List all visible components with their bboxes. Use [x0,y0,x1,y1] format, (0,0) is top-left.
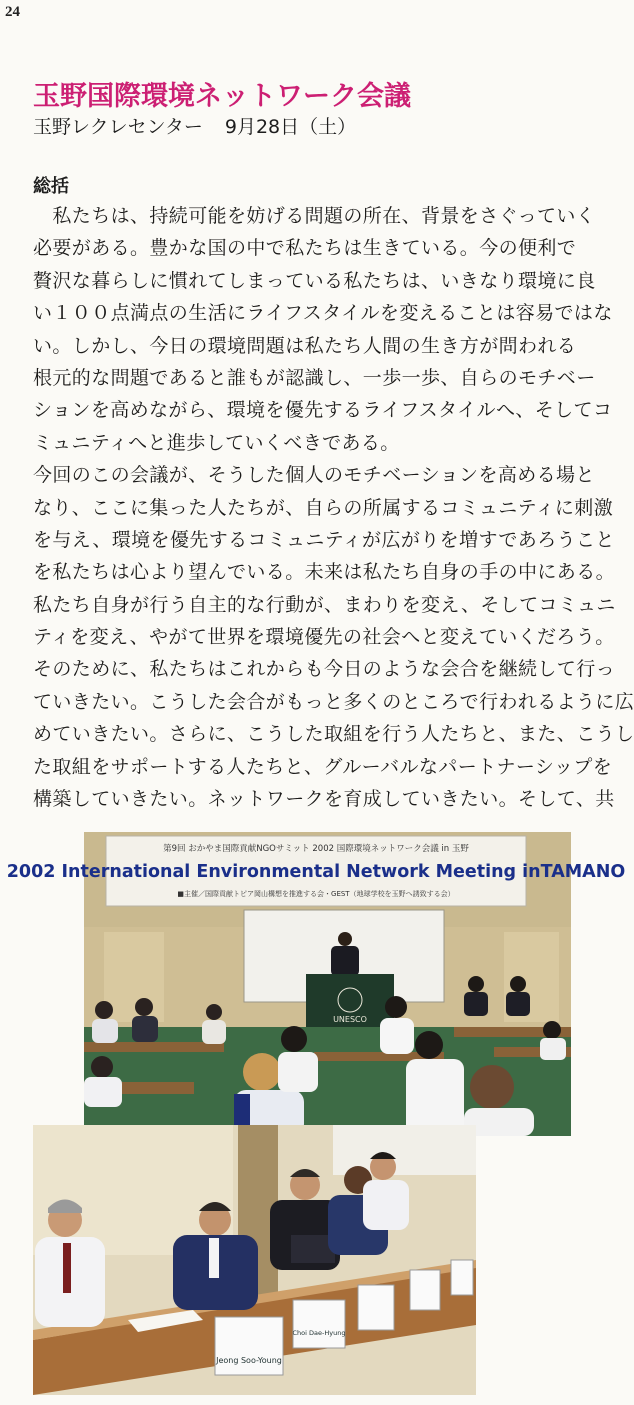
event-date: 9月28日（土） [224,116,357,138]
page-number: 24 [5,4,20,20]
body-line: 構築していきたい。ネットワークを育成していきたい。そして、共 [33,788,615,811]
conference-hall-photo [6,832,626,1136]
nameplate-1: Jeong Soo-Young [216,1356,282,1365]
banner-line3: ■主催／国際貢献トピア岡山構想を推進する会・GEST（地球学校を玉野へ誘致する会） [177,890,455,898]
podium-label: UNESCO [333,1015,367,1024]
body-line: を私たちは心より望んでいる。未来は私たち自身の手の中にある。 [33,561,616,584]
body-line: を与え、環境を優先するコミュニティが広がりを増すであろうこと [33,528,615,551]
body-line: ティを変え、やがて世界を環境優先の社会へと変えていくだろう。 [33,626,615,649]
body-line: 今回のこの会議が、そうした個人のモチベーションを高める場と [33,464,595,487]
body-line: い１００点満点の生活にライフスタイルを変えることは容易ではな [33,302,613,325]
page-title: 玉野国際環境ネットワーク会議 [33,81,411,112]
banner-line2: 2002 International Environmental Network Meeting inTAMANO [6,862,626,882]
panel-discussion-photo [33,1125,476,1395]
section-heading: 総括 [33,176,69,197]
body-line: めていきたい。さらに、こうした取組を行う人たちと、また、こうし [33,723,634,746]
body-line: た取組をサポートする人たちと、グルーバルなパートナーシップを [33,755,613,778]
body-line: そのために、私たちはこれからも今日のような会合を継続して行っ [33,658,616,681]
body-line: なり、ここに集った人たちが、自らの所属するコミュニティに刺激 [33,496,614,519]
body-line: い。しかし、今日の環境問題は私たち人間の生き方が問われる [33,334,577,357]
body-line: ミュニティへと進歩していくべきである。 [33,431,400,454]
body-line: 贅沢な暮らしに慣れてしまっている私たちは、いきなり環境に良 [33,269,596,292]
body-line: ていきたい。こうした会合がもっと多くのところで行われるように広 [33,690,634,713]
body-line: 必要がある。豊かな国の中で私たちは生きている。今の便利で [33,237,577,260]
body-text [33,200,634,815]
body-line: 私たちは、持続可能を妨げる問題の所在、背景をさぐっていく [33,205,596,227]
nameplate-2: Choi Dae-Hyung [292,1329,346,1337]
body-line: 私たち自身が行う自主的な行動が、まわりを変え、そしてコミュニ [33,593,616,616]
banner-line1: 第9回 おかやま国際貢献NGOサミット 2002 国際環境ネットワーク会議 in 玉野 [163,844,469,854]
event-info [33,112,356,139]
body-line: 根元的な問題であると誰もが認識し、一歩一歩、自らのモチベー [33,366,596,389]
body-line: ションを高めながら、環境を優先するライフスタイルへ、そしてコ [33,399,613,422]
venue: 玉野レクレセンター [33,116,203,138]
